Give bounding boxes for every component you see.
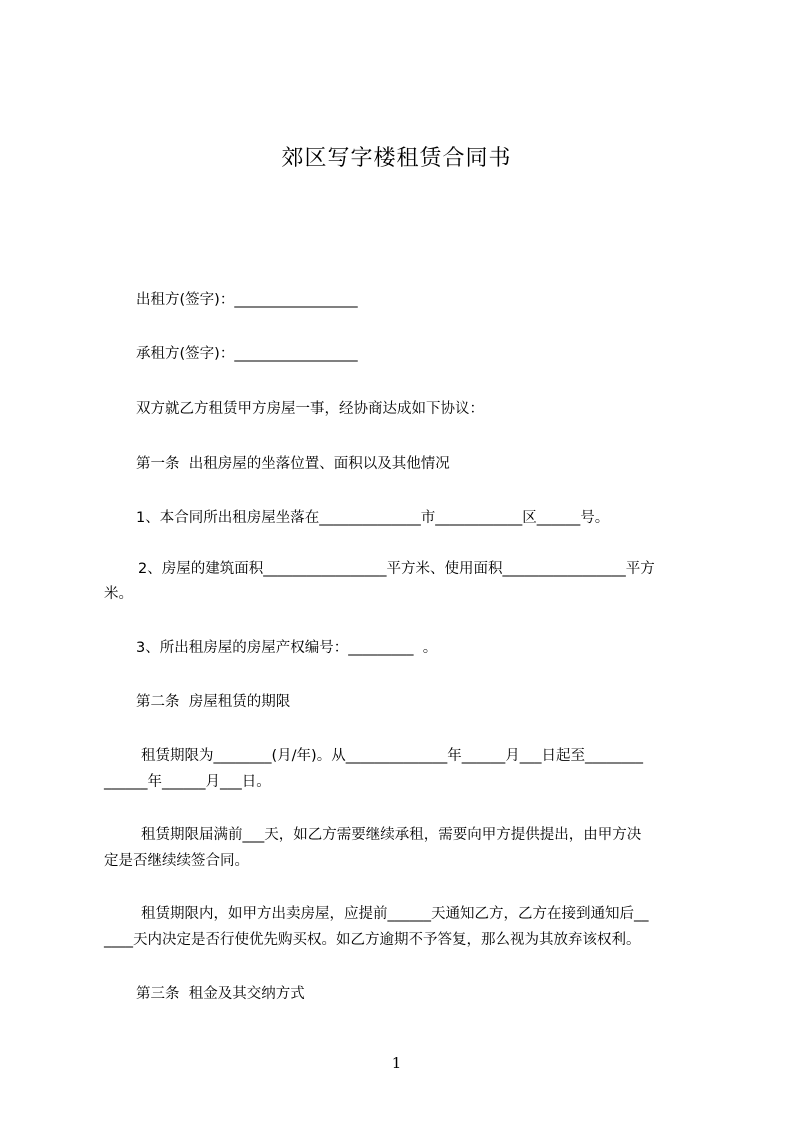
article1-item1: 1、本合同所出租房屋坐落在______________市____________区______号。 (136, 510, 610, 526)
lessor-signature-line: 出租方(签字)：_________________ (136, 292, 358, 308)
article2-preemption-line1: 租赁期限内，如甲方出卖房屋，应提前______天通知乙方，乙方在接到通知后__ (141, 906, 649, 922)
article1-item2-line2: 米。 (104, 586, 133, 602)
article2-heading: 第二条 房屋租赁的期限 (136, 694, 291, 710)
article3-heading: 第三条 租金及其交纳方式 (136, 986, 305, 1002)
article2-preemption-line2: ____天内决定是否行使优先购买权。如乙方逾期不予答复，那么视为其放弃该权利。 (104, 932, 641, 948)
article2-renewal-line1: 租赁期限届满前___天，如乙方需要继续承租，需要向甲方提供提出，由甲方决 (141, 827, 642, 843)
document-title: 郊区写字楼租赁合同书 (281, 146, 512, 171)
page-number: 1 (391, 1054, 402, 1072)
article2-term-line2: ______年______月___日。 (104, 774, 271, 790)
article2-term-line1: 租赁期限为________(月/年)。从______________年______月___日起至________ (141, 748, 643, 764)
article1-item2-line1: 2、房屋的建筑面积_________________平方米、使用面积_________________平方 (138, 561, 655, 577)
lessee-signature-line: 承租方(签字)：_________________ (136, 346, 358, 362)
agreement-intro: 双方就乙方租赁甲方房屋一事，经协商达成如下协议： (136, 401, 484, 417)
article2-renewal-line2: 定是否继续续签合同。 (104, 853, 249, 869)
article1-heading: 第一条 出租房屋的坐落位置、面积以及其他情况 (136, 456, 450, 472)
article1-item3: 3、所出租房屋的房屋产权编号：_________ 。 (136, 640, 438, 656)
